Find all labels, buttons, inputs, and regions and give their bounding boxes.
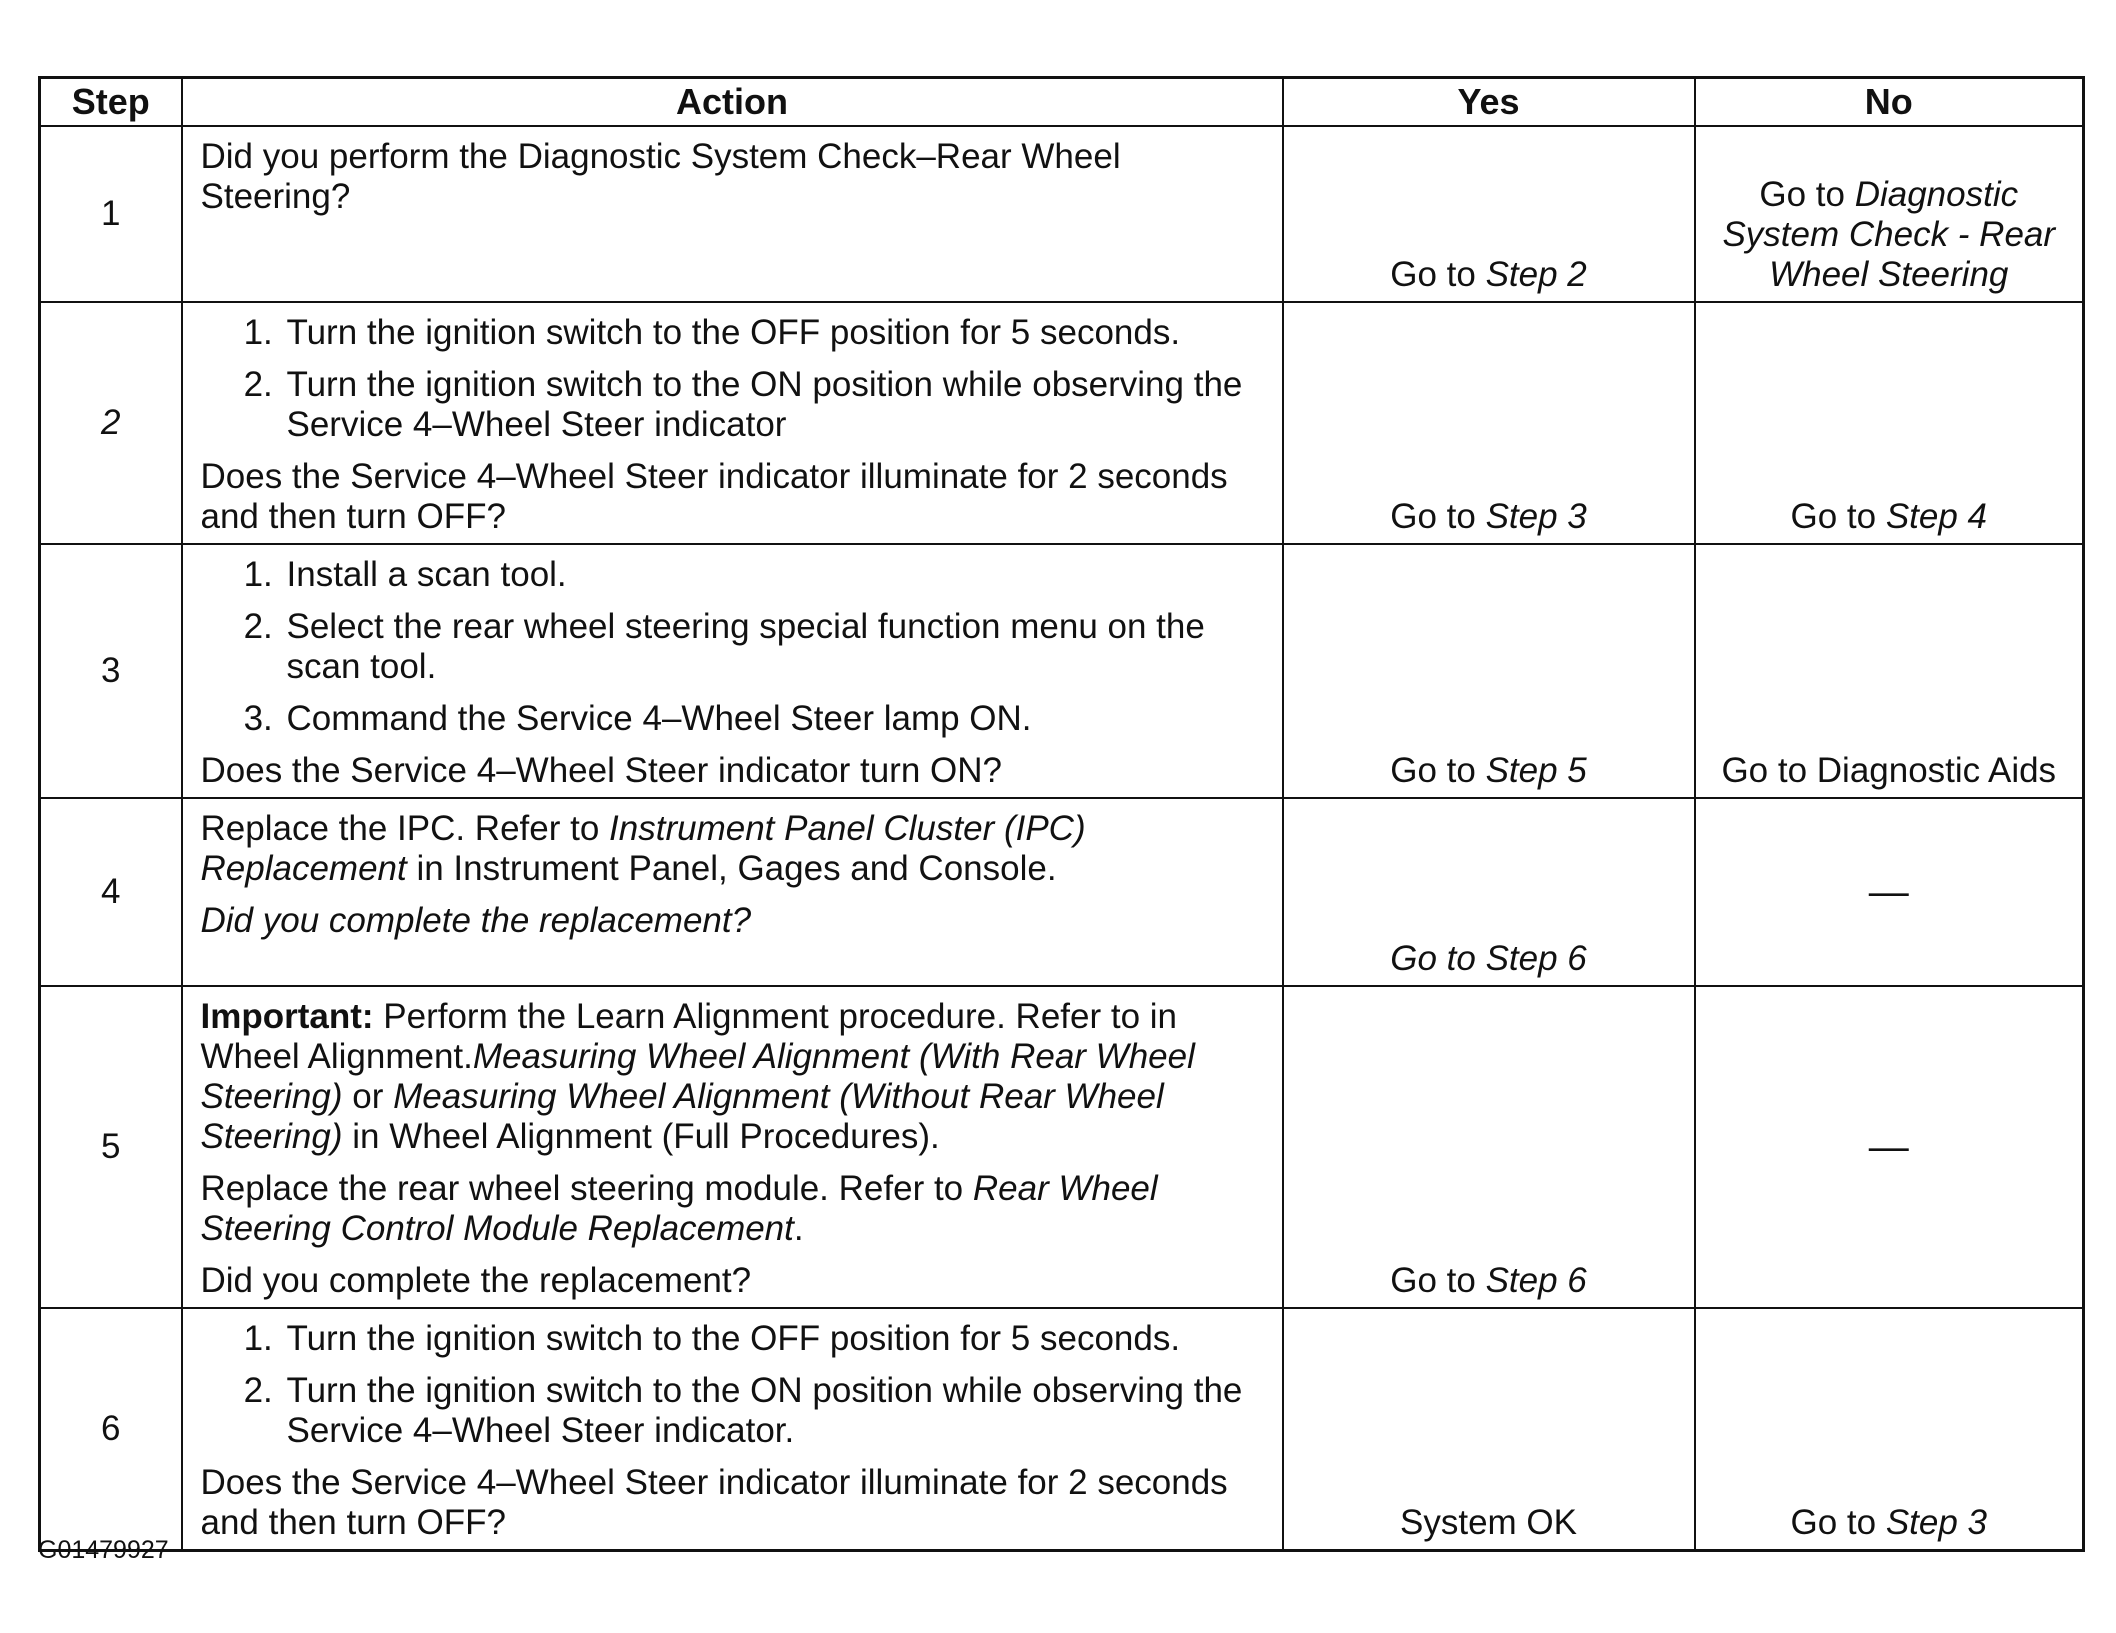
yes-prefix: Go to (1390, 497, 1486, 536)
table-row-step-5 (40, 986, 2084, 1308)
list-item: 1. Install a scan tool. (283, 555, 1266, 595)
list-item: 1. Turn the ignition switch to the OFF position for 5 seconds. (283, 313, 1266, 353)
table-row-step-4 (40, 798, 2084, 986)
no-cell (1695, 126, 2084, 302)
diagnostic-table (38, 76, 2085, 1552)
list-item: 1. Turn the ignition switch to the OFF position for 5 seconds. (283, 1319, 1266, 1359)
table-row-step-2 (40, 302, 2084, 544)
list-item: 2. Turn the ignition switch to the ON position while observing the Service 4–Wheel Steer indicator. (283, 1371, 1266, 1451)
step-number: 2 (40, 302, 182, 544)
header-no: No (1695, 78, 2084, 127)
step-number: 3 (40, 544, 182, 798)
action-steps-list (201, 555, 1266, 739)
yes-prefix: Go to (1390, 751, 1486, 790)
action-cell (182, 1308, 1283, 1551)
header-yes: Yes (1283, 78, 1695, 127)
no-prefix: Go to (1790, 1503, 1886, 1542)
yes-step-link[interactable]: Step 5 (1485, 751, 1587, 790)
action-question: Did you perform the Diagnostic System Check–Rear Wheel Steering? (200, 137, 1121, 216)
action-cell (182, 986, 1283, 1308)
step-number: 1 (40, 126, 182, 302)
step-number: 6 (40, 1308, 182, 1551)
no-cell (1695, 1308, 2084, 1551)
instruction-text: Replace the IPC. Refer to (200, 809, 610, 848)
yes-step-link[interactable]: Step 3 (1485, 497, 1587, 536)
no-diagnostic-aids-link[interactable]: Go to Diagnostic Aids (1721, 751, 2057, 790)
list-item: 2. Turn the ignition switch to the ON position while observing the Service 4–Wheel Steer indicator (283, 365, 1266, 445)
step-number: 5 (40, 986, 182, 1308)
table-header-row (40, 78, 2084, 127)
yes-cell (1283, 302, 1695, 544)
no-prefix: Go to (1759, 175, 1855, 214)
no-cell-empty: — (1695, 986, 2084, 1308)
yes-cell (1283, 798, 1695, 986)
procedure-reference-link[interactable]: Measuring Wheel Alignment (Without Rear Wheel Steering) (200, 1077, 1164, 1156)
important-note (201, 997, 1266, 1157)
yes-cell (1283, 544, 1695, 798)
table-row-step-3 (40, 544, 2084, 798)
yes-cell (1283, 126, 1695, 302)
yes-cell (1283, 1308, 1695, 1551)
no-cell (1695, 302, 2084, 544)
instruction-text: . (793, 1209, 804, 1248)
yes-prefix: Go to (1390, 1261, 1486, 1300)
step-number: 4 (40, 798, 182, 986)
no-step-link[interactable]: Step 4 (1885, 497, 1988, 536)
yes-cell (1283, 986, 1695, 1308)
note-text: or (342, 1077, 394, 1116)
action-question: Does the Service 4–Wheel Steer indicator turn ON? (200, 751, 1002, 790)
action-steps-list (201, 313, 1266, 445)
instruction-text: Replace the rear wheel steering module. Refer to (200, 1169, 973, 1208)
action-instruction (201, 1169, 1266, 1249)
action-steps-list (201, 1319, 1266, 1451)
no-step-link[interactable]: Step 3 (1885, 1503, 1988, 1542)
action-question: Does the Service 4–Wheel Steer indicator illuminate for 2 seconds and then turn OFF? (200, 1463, 1228, 1542)
action-question: Does the Service 4–Wheel Steer indicator illuminate for 2 seconds and then turn OFF? (200, 457, 1228, 536)
no-procedure-link[interactable]: Diagnostic System Check - Rear Wheel Steering (1722, 175, 2056, 294)
no-cell-empty: — (1695, 798, 2084, 986)
yes-prefix: Go to (1390, 255, 1486, 294)
action-cell (182, 798, 1283, 986)
procedure-reference-link[interactable]: Rear Wheel Steering Control Module Replacement (200, 1169, 1158, 1248)
no-cell (1695, 544, 2084, 798)
figure-id: G01479927 (38, 1536, 169, 1564)
important-label: Important: (200, 997, 374, 1036)
yes-step-link[interactable]: Step 6 (1485, 939, 1587, 978)
table-row-step-6 (40, 1308, 2084, 1551)
header-action: Action (182, 78, 1283, 127)
procedure-reference-link[interactable]: Measuring Wheel Alignment (With Rear Wheel Steering) (200, 1037, 1195, 1116)
yes-step-link[interactable]: Step 2 (1485, 255, 1587, 294)
action-cell (182, 544, 1283, 798)
note-text: Perform the Learn Alignment procedure. Refer to in Wheel Alignment. (200, 997, 1178, 1076)
note-text: in Wheel Alignment (Full Procedures). (342, 1117, 940, 1156)
yes-prefix: Go to (1390, 939, 1486, 978)
yes-system-ok: System OK (1400, 1503, 1577, 1542)
action-question: Did you complete the replacement? (200, 901, 752, 940)
action-cell (182, 302, 1283, 544)
instruction-text: in Instrument Panel, Gages and Console. (406, 849, 1057, 888)
procedure-reference-link[interactable]: Instrument Panel Cluster (IPC) Replacement (200, 809, 1086, 888)
yes-step-link[interactable]: Step 6 (1485, 1261, 1587, 1300)
list-item: 2. Select the rear wheel steering special function menu on the scan tool. (283, 607, 1266, 687)
header-step: Step (40, 78, 182, 127)
table-row-step-1 (40, 126, 2084, 302)
action-question: Did you complete the replacement? (200, 1261, 752, 1300)
action-cell (182, 126, 1283, 302)
action-instruction (201, 809, 1266, 889)
list-item: 3. Command the Service 4–Wheel Steer lamp ON. (283, 699, 1266, 739)
no-prefix: Go to (1790, 497, 1886, 536)
